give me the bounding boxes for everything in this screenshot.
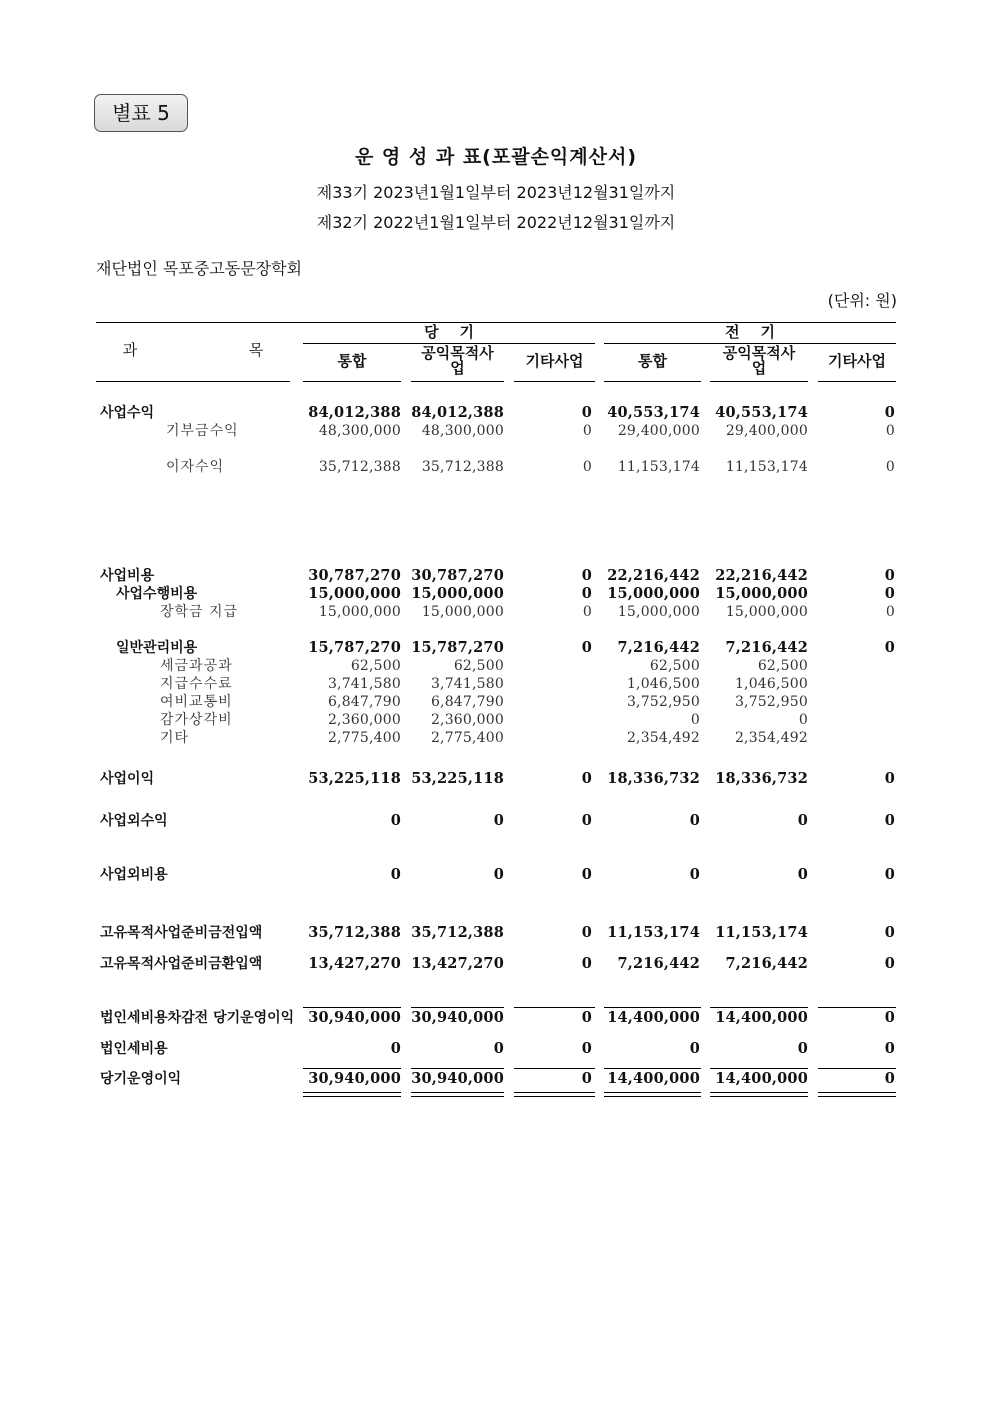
cell-current-public: 0 xyxy=(493,866,504,883)
cell-prior-other: 0 xyxy=(884,955,895,972)
cell-prior-total: 3,752,950 xyxy=(626,694,700,710)
cell-current-total: 15,000,000 xyxy=(318,604,401,620)
row-label: 여비교통비 xyxy=(160,694,233,710)
cell-current-public: 84,012,388 xyxy=(411,404,504,421)
cell-prior-total: 0 xyxy=(689,866,700,883)
cell-current-total: 84,012,388 xyxy=(308,404,401,421)
period-prior: 제32기 2022년1월1일부터 2022년12월31일까지 xyxy=(316,213,676,232)
cell-prior-other: 0 xyxy=(885,604,895,620)
cell-current-other: 0 xyxy=(581,866,592,883)
row-label: 지급수수료 xyxy=(160,676,233,692)
table-row xyxy=(0,422,992,440)
cell-current-public: 6,847,790 xyxy=(430,694,504,710)
cell-prior-public: 0 xyxy=(797,866,808,883)
cell-current-total: 6,847,790 xyxy=(327,694,401,710)
rule-above-pretax-current-total xyxy=(303,1007,401,1008)
cell-prior-other: 0 xyxy=(884,639,895,656)
cell-current-total: 48,300,000 xyxy=(318,423,401,439)
cell-prior-total: 14,400,000 xyxy=(607,1070,700,1087)
header-current-period: 당 기 xyxy=(424,323,474,341)
cell-prior-other: 0 xyxy=(884,812,895,829)
cell-prior-public: 22,216,442 xyxy=(715,567,808,584)
cell-prior-total: 2,354,492 xyxy=(626,730,700,746)
header-public-line1: 공익목적사 xyxy=(421,344,494,362)
row-label: 사업이익 xyxy=(100,771,155,787)
cell-current-other: 0 xyxy=(582,604,592,620)
header-current-total: 통합 xyxy=(337,352,367,370)
cell-current-public: 15,000,000 xyxy=(411,585,504,602)
cell-current-other: 0 xyxy=(581,567,592,584)
cell-current-total: 15,000,000 xyxy=(308,585,401,602)
cell-prior-public: 62,500 xyxy=(757,658,808,674)
cell-current-public: 53,225,118 xyxy=(411,770,504,787)
table-row xyxy=(0,770,992,788)
double-rule-net-current-public xyxy=(411,1092,504,1097)
table-row xyxy=(0,711,992,729)
table-row xyxy=(0,675,992,693)
table-row xyxy=(0,1040,992,1058)
cell-prior-public: 11,153,174 xyxy=(715,924,808,941)
cell-current-public: 2,360,000 xyxy=(430,712,504,728)
statement-title: 운 영 성 과 표(포괄손익계산서) xyxy=(354,146,638,168)
cell-current-total: 35,712,388 xyxy=(318,459,401,475)
cell-current-other: 0 xyxy=(581,585,592,602)
table-row xyxy=(0,567,992,585)
cell-prior-other: 0 xyxy=(884,770,895,787)
rule-above-pretax-current-public xyxy=(411,1007,504,1008)
cell-prior-total: 22,216,442 xyxy=(607,567,700,584)
cell-current-public: 15,787,270 xyxy=(411,639,504,656)
row-label: 이자수익 xyxy=(166,459,225,475)
organization-name: 재단법인 목포중고동문장학회 xyxy=(96,259,303,278)
cell-prior-total: 40,553,174 xyxy=(607,404,700,421)
row-label: 사업비용 xyxy=(100,568,155,584)
cell-current-total: 53,225,118 xyxy=(308,770,401,787)
cell-prior-public: 0 xyxy=(797,812,808,829)
cell-prior-public: 11,153,174 xyxy=(725,459,808,475)
cell-prior-public: 3,752,950 xyxy=(734,694,808,710)
cell-prior-public: 40,553,174 xyxy=(715,404,808,421)
cell-current-other: 0 xyxy=(581,1070,592,1087)
cell-current-total: 30,787,270 xyxy=(308,567,401,584)
row-label: 사업외수익 xyxy=(100,813,168,829)
cell-prior-total: 11,153,174 xyxy=(607,924,700,941)
rule-above-pretax-prior-public xyxy=(710,1007,808,1008)
cell-current-other: 0 xyxy=(581,404,592,421)
header-public-line2: 업 xyxy=(751,359,767,377)
row-label: 감가상각비 xyxy=(160,712,233,728)
table-row xyxy=(0,955,992,973)
cell-prior-public: 0 xyxy=(797,1040,808,1057)
table-row xyxy=(0,458,992,476)
rule-above-net-current-other xyxy=(514,1068,595,1069)
header-account-right: 목 xyxy=(248,341,264,359)
cell-prior-total: 15,000,000 xyxy=(607,585,700,602)
appendix-badge: 별표 5 xyxy=(94,94,188,132)
cell-prior-public: 18,336,732 xyxy=(715,770,808,787)
cell-prior-other: 0 xyxy=(884,1009,895,1026)
cell-current-other: 0 xyxy=(581,812,592,829)
row-label: 기부금수익 xyxy=(166,423,239,439)
rule-above-pretax-prior-total xyxy=(604,1007,701,1008)
cell-current-total: 0 xyxy=(390,1040,401,1057)
header-current-other: 기타사업 xyxy=(525,352,584,370)
cell-prior-total: 1,046,500 xyxy=(626,676,700,692)
row-label: 장학금 지급 xyxy=(160,604,239,620)
row-label: 세금과공과 xyxy=(160,658,233,674)
cell-current-public: 3,741,580 xyxy=(430,676,504,692)
cell-prior-public: 7,216,442 xyxy=(725,955,808,972)
cell-prior-total: 62,500 xyxy=(649,658,700,674)
header-public-line2: 업 xyxy=(450,359,465,377)
table-row xyxy=(0,812,992,830)
cell-current-public: 35,712,388 xyxy=(411,924,504,941)
cell-current-total: 0 xyxy=(390,812,401,829)
double-rule-net-prior-other xyxy=(818,1092,896,1097)
cell-prior-other: 0 xyxy=(885,423,895,439)
cell-prior-total: 0 xyxy=(690,712,700,728)
cell-prior-public: 14,400,000 xyxy=(715,1009,808,1026)
row-label: 일반관리비용 xyxy=(116,640,198,656)
rule-above-net-prior-total xyxy=(604,1068,701,1069)
cell-prior-total: 0 xyxy=(689,1040,700,1057)
cell-prior-other: 0 xyxy=(884,924,895,941)
cell-current-other: 0 xyxy=(581,639,592,656)
row-label: 기타 xyxy=(160,730,190,746)
cell-current-public: 15,000,000 xyxy=(421,604,504,620)
rule-above-net-prior-public xyxy=(710,1068,808,1069)
table-row xyxy=(0,657,992,675)
cell-prior-total: 15,000,000 xyxy=(617,604,700,620)
cell-prior-total: 11,153,174 xyxy=(617,459,700,475)
table-row xyxy=(0,1009,992,1027)
header-prior-period: 전 기 xyxy=(725,323,775,341)
row-label: 당기운영이익 xyxy=(100,1071,182,1087)
cell-current-total: 15,787,270 xyxy=(308,639,401,656)
table-row xyxy=(0,1070,992,1088)
cell-current-other: 0 xyxy=(581,924,592,941)
cell-current-public: 30,940,000 xyxy=(411,1070,504,1087)
rule-above-net-current-total xyxy=(303,1068,401,1069)
cell-prior-public: 0 xyxy=(798,712,808,728)
cell-prior-total: 7,216,442 xyxy=(617,639,700,656)
cell-current-public: 30,787,270 xyxy=(411,567,504,584)
cell-current-public: 48,300,000 xyxy=(421,423,504,439)
cell-current-public: 0 xyxy=(493,1040,504,1057)
cell-current-public: 62,500 xyxy=(453,658,504,674)
cell-prior-public: 14,400,000 xyxy=(715,1070,808,1087)
table-row xyxy=(0,729,992,747)
row-label: 사업외비용 xyxy=(100,867,168,883)
rule-above-net-prior-other xyxy=(818,1068,896,1069)
cell-current-total: 2,360,000 xyxy=(327,712,401,728)
cell-prior-total: 14,400,000 xyxy=(607,1009,700,1026)
header-public-line1: 공익목적사 xyxy=(722,344,796,362)
cell-current-other: 0 xyxy=(582,459,592,475)
cell-current-total: 30,940,000 xyxy=(308,1070,401,1087)
cell-current-other: 0 xyxy=(581,955,592,972)
cell-current-total: 30,940,000 xyxy=(308,1009,401,1026)
table-row xyxy=(0,693,992,711)
table-row xyxy=(0,404,992,422)
row-label: 사업수익 xyxy=(100,405,155,421)
cell-current-total: 13,427,270 xyxy=(308,955,401,972)
table-row xyxy=(0,866,992,884)
cell-prior-public: 15,000,000 xyxy=(725,604,808,620)
cell-current-total: 3,741,580 xyxy=(327,676,401,692)
cell-current-total: 0 xyxy=(390,866,401,883)
cell-current-total: 35,712,388 xyxy=(308,924,401,941)
cell-prior-other: 0 xyxy=(884,866,895,883)
cell-current-other: 0 xyxy=(582,423,592,439)
cell-prior-total: 29,400,000 xyxy=(617,423,700,439)
cell-current-public: 0 xyxy=(493,812,504,829)
cell-current-public: 35,712,388 xyxy=(421,459,504,475)
row-label: 고유목적사업준비금환입액 xyxy=(100,956,263,972)
header-prior-total: 통합 xyxy=(638,352,667,370)
double-rule-net-prior-public xyxy=(710,1092,808,1097)
rule-above-pretax-prior-other xyxy=(818,1007,896,1008)
header-account-left: 과 xyxy=(122,341,138,359)
table-row xyxy=(0,639,992,657)
cell-prior-public: 2,354,492 xyxy=(734,730,808,746)
header-prior-other: 기타사업 xyxy=(828,352,886,370)
period-current: 제33기 2023년1월1일부터 2023년12월31일까지 xyxy=(316,183,676,202)
cell-prior-other: 0 xyxy=(884,1040,895,1057)
cell-current-other: 0 xyxy=(581,770,592,787)
cell-prior-other: 0 xyxy=(884,567,895,584)
cell-prior-other: 0 xyxy=(885,459,895,475)
cell-current-total: 62,500 xyxy=(350,658,401,674)
cell-current-public: 13,427,270 xyxy=(411,955,504,972)
double-rule-net-prior-total xyxy=(604,1092,701,1097)
cell-current-total: 2,775,400 xyxy=(327,730,401,746)
cell-current-public: 30,940,000 xyxy=(411,1009,504,1026)
table-row xyxy=(0,603,992,621)
cell-prior-total: 0 xyxy=(689,812,700,829)
cell-prior-public: 7,216,442 xyxy=(725,639,808,656)
cell-prior-public: 1,046,500 xyxy=(734,676,808,692)
unit-label: (단위: 원) xyxy=(827,291,897,310)
cell-current-other: 0 xyxy=(581,1040,592,1057)
table-row xyxy=(0,924,992,942)
cell-current-public: 2,775,400 xyxy=(430,730,504,746)
row-label: 사업수행비용 xyxy=(116,586,198,602)
table-row xyxy=(0,585,992,603)
cell-prior-other: 0 xyxy=(884,585,895,602)
cell-prior-public: 15,000,000 xyxy=(715,585,808,602)
rule-above-net-current-public xyxy=(411,1068,504,1069)
cell-prior-public: 29,400,000 xyxy=(725,423,808,439)
cell-prior-total: 7,216,442 xyxy=(617,955,700,972)
row-label: 법인세비용차감전 당기운영이익 xyxy=(100,1010,295,1026)
row-label: 법인세비용 xyxy=(100,1041,168,1057)
cell-prior-other: 0 xyxy=(884,1070,895,1087)
double-rule-net-current-other xyxy=(514,1092,595,1097)
cell-current-other: 0 xyxy=(581,1009,592,1026)
double-rule-net-current-total xyxy=(303,1092,401,1097)
row-label: 고유목적사업준비금전입액 xyxy=(100,925,263,941)
rule-above-pretax-current-other xyxy=(514,1007,595,1008)
cell-prior-total: 18,336,732 xyxy=(607,770,700,787)
cell-prior-other: 0 xyxy=(884,404,895,421)
